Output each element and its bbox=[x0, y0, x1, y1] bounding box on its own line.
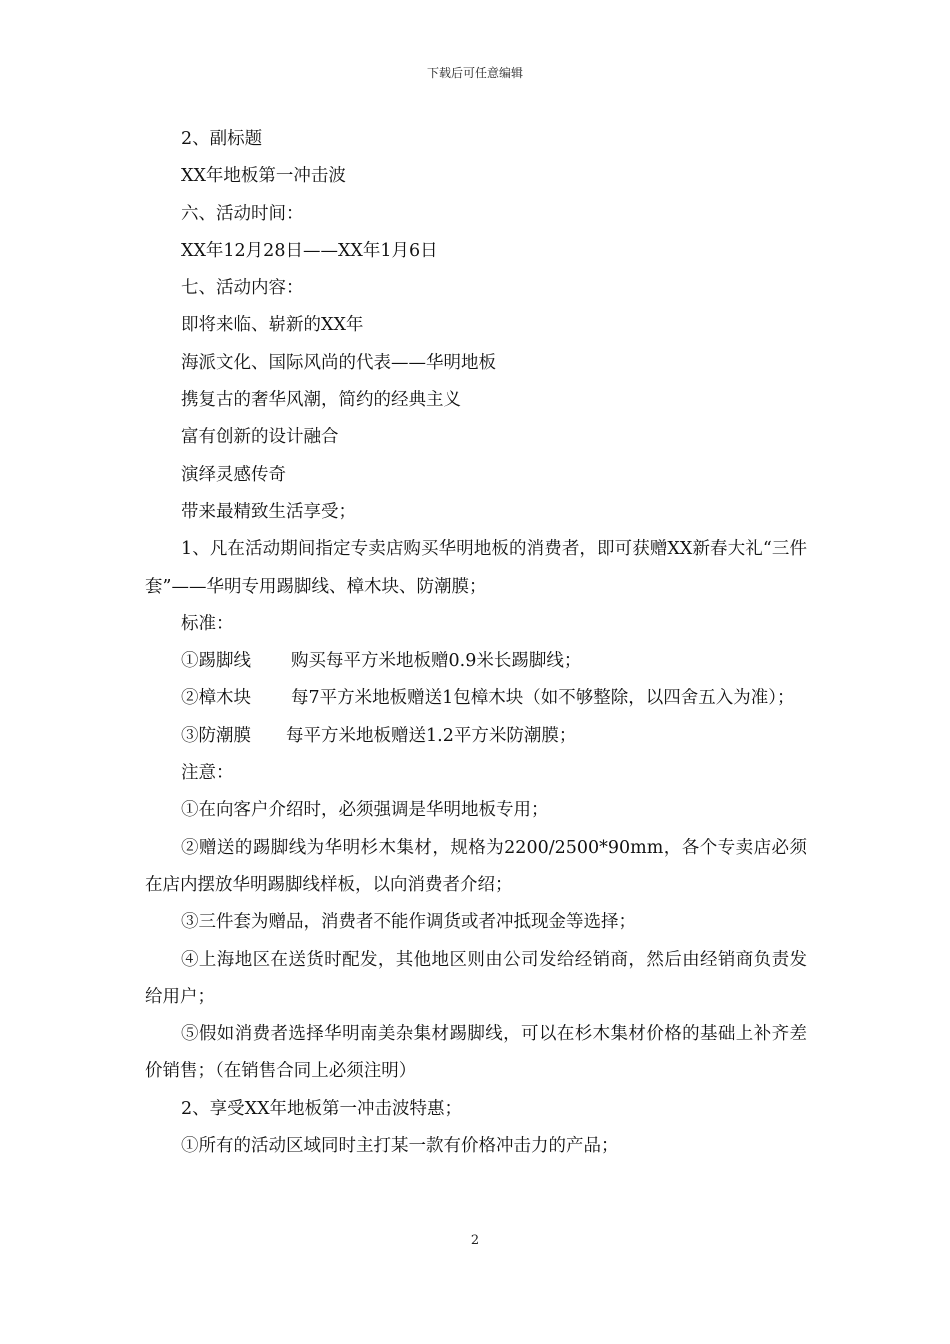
standard-item-desc: 每7平方米地板赠送1包樟木块（如不够整除，以四舍五入为准）； bbox=[291, 688, 795, 709]
note-item: ②赠送的踢脚线为华明杉木集材，规格为2200/2500*90mm，各个专卖店必须在店内摆放华明踢脚线样板，以向消费者介绍； bbox=[145, 837, 807, 895]
standard-item-moisture bbox=[145, 718, 807, 755]
note-item: ①在向客户介绍时，必须强调是华明地板专用； bbox=[181, 800, 549, 821]
activity-time-heading: 六、活动时间： bbox=[181, 203, 304, 224]
content-line: 带来最精致生活享受； bbox=[181, 501, 356, 522]
content-line: 演绎灵感传奇 bbox=[181, 464, 286, 485]
standard-item-desc: 每平方米地板赠送1.2平方米防潮膜； bbox=[286, 725, 577, 746]
note-item: ⑤假如消费者选择华明南美杂集材踢脚线，可以在杉木集材价格的基础上补齐差价销售；（在销售合同上必须注明） bbox=[145, 1024, 807, 1082]
notes-heading: 注意： bbox=[181, 763, 234, 784]
note-item: ③三件套为赠品，消费者不能作调货或者冲抵现金等选择； bbox=[181, 912, 636, 933]
standard-item-desc: 购买每平方米地板赠0.9米长踢脚线； bbox=[291, 651, 582, 672]
content-line: 携复古的奢华风潮，简约的经典主义 bbox=[181, 390, 461, 411]
activity-content-heading: 七、活动内容： bbox=[181, 278, 304, 299]
page-number: 2 bbox=[470, 1233, 480, 1248]
subtitle-text: XX年地板第一冲击波 bbox=[181, 166, 346, 187]
standard-heading: 标准： bbox=[181, 613, 234, 634]
standard-item-camphor bbox=[145, 680, 807, 717]
content-line: 即将来临、崭新的XX年 bbox=[181, 315, 364, 336]
page-header: 下载后可任意编辑 bbox=[426, 66, 523, 80]
subtitle-heading: 2、副标题 bbox=[181, 129, 263, 149]
standard-item-skirting bbox=[145, 643, 807, 680]
discount-heading: 2、享受XX年地板第一冲击波特惠； bbox=[181, 1098, 463, 1119]
note-item: ④上海地区在送货时配发，其他地区则由公司发给经销商，然后由经销商负责发给用户； bbox=[145, 949, 807, 1007]
content-line: 富有创新的设计融合 bbox=[181, 427, 339, 448]
document-body bbox=[145, 121, 807, 1165]
standard-item-name: ①踢脚线 bbox=[181, 651, 251, 672]
standard-item-name: ③防潮膜 bbox=[181, 725, 251, 746]
activity-time-text: XX年12月28日——XX年1月6日 bbox=[181, 240, 438, 261]
standard-item-name: ②樟木块 bbox=[181, 688, 251, 709]
gift-paragraph: 1、凡在活动期间指定专卖店购买华明地板的消费者，即可获赠XX新春大礼“三件套”——华明专用踢脚线、樟木块、防潮膜； bbox=[145, 539, 807, 597]
discount-item: ①所有的活动区域同时主打某一款有价格冲击力的产品； bbox=[181, 1136, 619, 1157]
content-line: 海派文化、国际风尚的代表——华明地板 bbox=[181, 352, 496, 373]
